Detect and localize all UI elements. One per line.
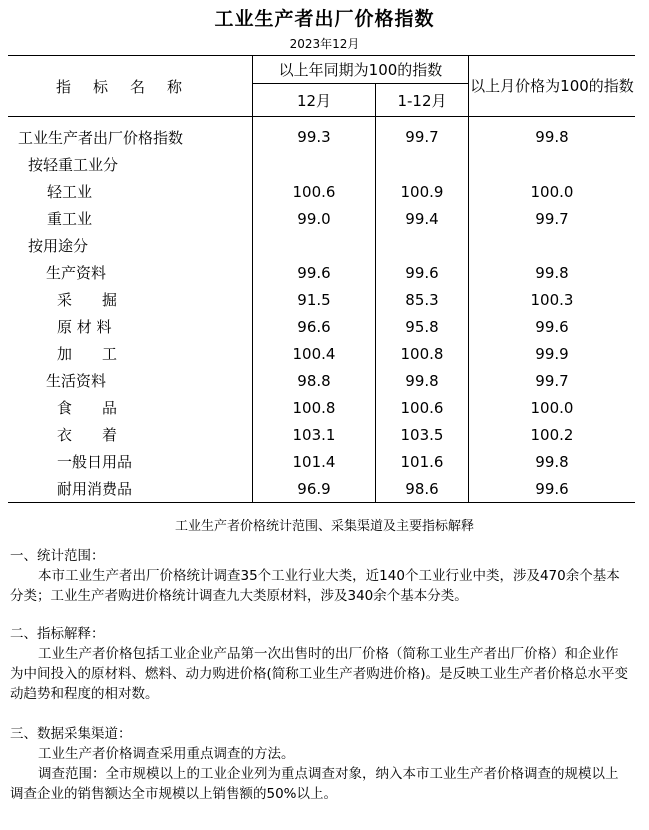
mom-cell: 99.7	[535, 371, 569, 390]
notes-collection-scope: 调查范围：全市规模以上的工业企业列为重点调查对象，纳入本市工业生产者价格调查的规模以上调查企业的销售额达全市规模以上销售额的50%以上。	[10, 766, 619, 802]
mom-cell: 100.0	[530, 182, 574, 201]
yoy-cumulative-cell	[376, 232, 469, 259]
indicator-name-cell: 工业生产者出厂价格指数	[8, 117, 253, 152]
yoy-cumulative-cell: 95.8	[376, 313, 469, 340]
yoy-month-cell	[253, 232, 376, 259]
indicator-name-cell: 食 品	[8, 394, 253, 421]
yoy-cumulative-cell: 99.6	[376, 259, 469, 286]
mom-cell	[469, 232, 636, 259]
yoy-month-cell: 99.3	[253, 117, 376, 152]
indicator-name-cell: 轻工业	[8, 178, 253, 205]
notes-definition-body: 工业生产者价格包括工业企业产品第一次出售时的出厂价格（简称工业生产者出厂价格）和企业作为中间投入的原材料、燃料、动力购进价格(简称工业生产者购进价格)。是反映工业生产者价格总水平变动趋势和程度的相对数。	[10, 646, 629, 702]
yoy-month-cell: 100.4	[253, 340, 376, 367]
table-row	[8, 259, 635, 286]
yoy-cumulative-cell: 101.6	[376, 448, 469, 475]
table-row	[8, 286, 635, 313]
yoy-cumulative-cell: 100.6	[376, 394, 469, 421]
indicator-name-cell: 原 材 料	[8, 313, 253, 340]
notes-title: 工业生产者价格统计范围、采集渠道及主要指标解释	[174, 519, 474, 534]
mom-cell: 99.6	[469, 475, 636, 503]
table-row	[8, 340, 635, 367]
header-yoy-cumulative: 1-12月	[376, 84, 469, 117]
price-index-table	[8, 55, 635, 503]
indicator-name-cell: 按轻重工业分	[8, 151, 253, 178]
mom-cell: 99.8	[535, 452, 569, 471]
yoy-month-cell: 100.6	[253, 178, 376, 205]
yoy-cumulative-cell	[376, 151, 469, 178]
yoy-month-cell: 98.8	[253, 367, 376, 394]
table-row	[8, 367, 635, 394]
yoy-month-cell: 103.1	[253, 421, 376, 448]
yoy-cumulative-cell: 98.6	[376, 475, 469, 503]
period-label: 2023年12月	[289, 37, 360, 51]
yoy-cumulative-cell: 99.4	[376, 205, 469, 232]
table-row	[8, 232, 635, 259]
yoy-cumulative-cell: 99.7	[376, 117, 469, 152]
page-title: 工业生产者出厂价格指数	[214, 8, 435, 30]
table-row	[8, 475, 635, 503]
yoy-cumulative-cell: 100.9	[376, 178, 469, 205]
notes-collection-heading: 三、数据采集渠道：	[10, 726, 132, 742]
yoy-month-cell: 101.4	[253, 448, 376, 475]
table-row	[8, 117, 635, 152]
mom-cell: 100.3	[530, 290, 574, 309]
yoy-cumulative-cell: 100.8	[376, 340, 469, 367]
yoy-cumulative-cell: 85.3	[376, 286, 469, 313]
mom-cell: 99.9	[535, 344, 569, 363]
table-row	[8, 421, 635, 448]
table-row	[8, 448, 635, 475]
notes-definition-heading: 二、指标解释：	[10, 626, 105, 642]
mom-cell: 99.7	[535, 209, 569, 228]
mom-cell: 99.8	[535, 263, 569, 282]
yoy-month-cell: 96.6	[253, 313, 376, 340]
header-yoy: 以上年同期为100的指数	[253, 56, 469, 84]
header-mom: 以上月价格为100的指数	[469, 56, 636, 117]
table-row	[8, 151, 635, 178]
mom-cell: 99.6	[535, 317, 569, 336]
yoy-cumulative-cell: 103.5	[376, 421, 469, 448]
yoy-cumulative-cell: 99.8	[376, 367, 469, 394]
table-row	[8, 178, 635, 205]
mom-cell: 100.2	[530, 425, 574, 444]
notes-scope-body: 本市工业生产者出厂价格统计调查35个工业行业大类，近140个工业行业中类，涉及470余个基本分类；工业生产者购进价格统计调查九大类原材料，涉及340余个基本分类。	[10, 568, 620, 604]
table-row	[8, 313, 635, 340]
indicator-name-cell: 采 掘	[8, 286, 253, 313]
yoy-month-cell	[253, 151, 376, 178]
mom-cell: 99.8	[535, 128, 569, 146]
indicator-name-cell: 按用途分	[8, 232, 253, 259]
table-row	[8, 205, 635, 232]
indicator-name-cell: 耐用消费品	[8, 475, 253, 503]
indicator-name-cell: 重工业	[8, 205, 253, 232]
mom-cell: 100.0	[530, 398, 574, 417]
indicator-name-cell: 生活资料	[8, 367, 253, 394]
indicator-name-cell: 一般日用品	[8, 448, 253, 475]
yoy-month-cell: 99.0	[253, 205, 376, 232]
yoy-month-cell: 99.6	[253, 259, 376, 286]
notes-section	[10, 546, 630, 804]
yoy-month-cell: 91.5	[253, 286, 376, 313]
yoy-month-cell: 100.8	[253, 394, 376, 421]
yoy-month-cell: 96.9	[253, 475, 376, 503]
indicator-name-cell: 衣 着	[8, 421, 253, 448]
header-yoy-month: 12月	[253, 84, 376, 117]
table-row	[8, 394, 635, 421]
header-indicator-name: 指标名称	[8, 56, 253, 117]
notes-collection-method: 工业生产者价格调查采用重点调查的方法。	[38, 746, 295, 762]
notes-scope-heading: 一、统计范围：	[10, 548, 105, 564]
indicator-name-cell: 生产资料	[8, 259, 253, 286]
mom-cell	[469, 151, 636, 178]
indicator-name-cell: 加 工	[8, 340, 253, 367]
